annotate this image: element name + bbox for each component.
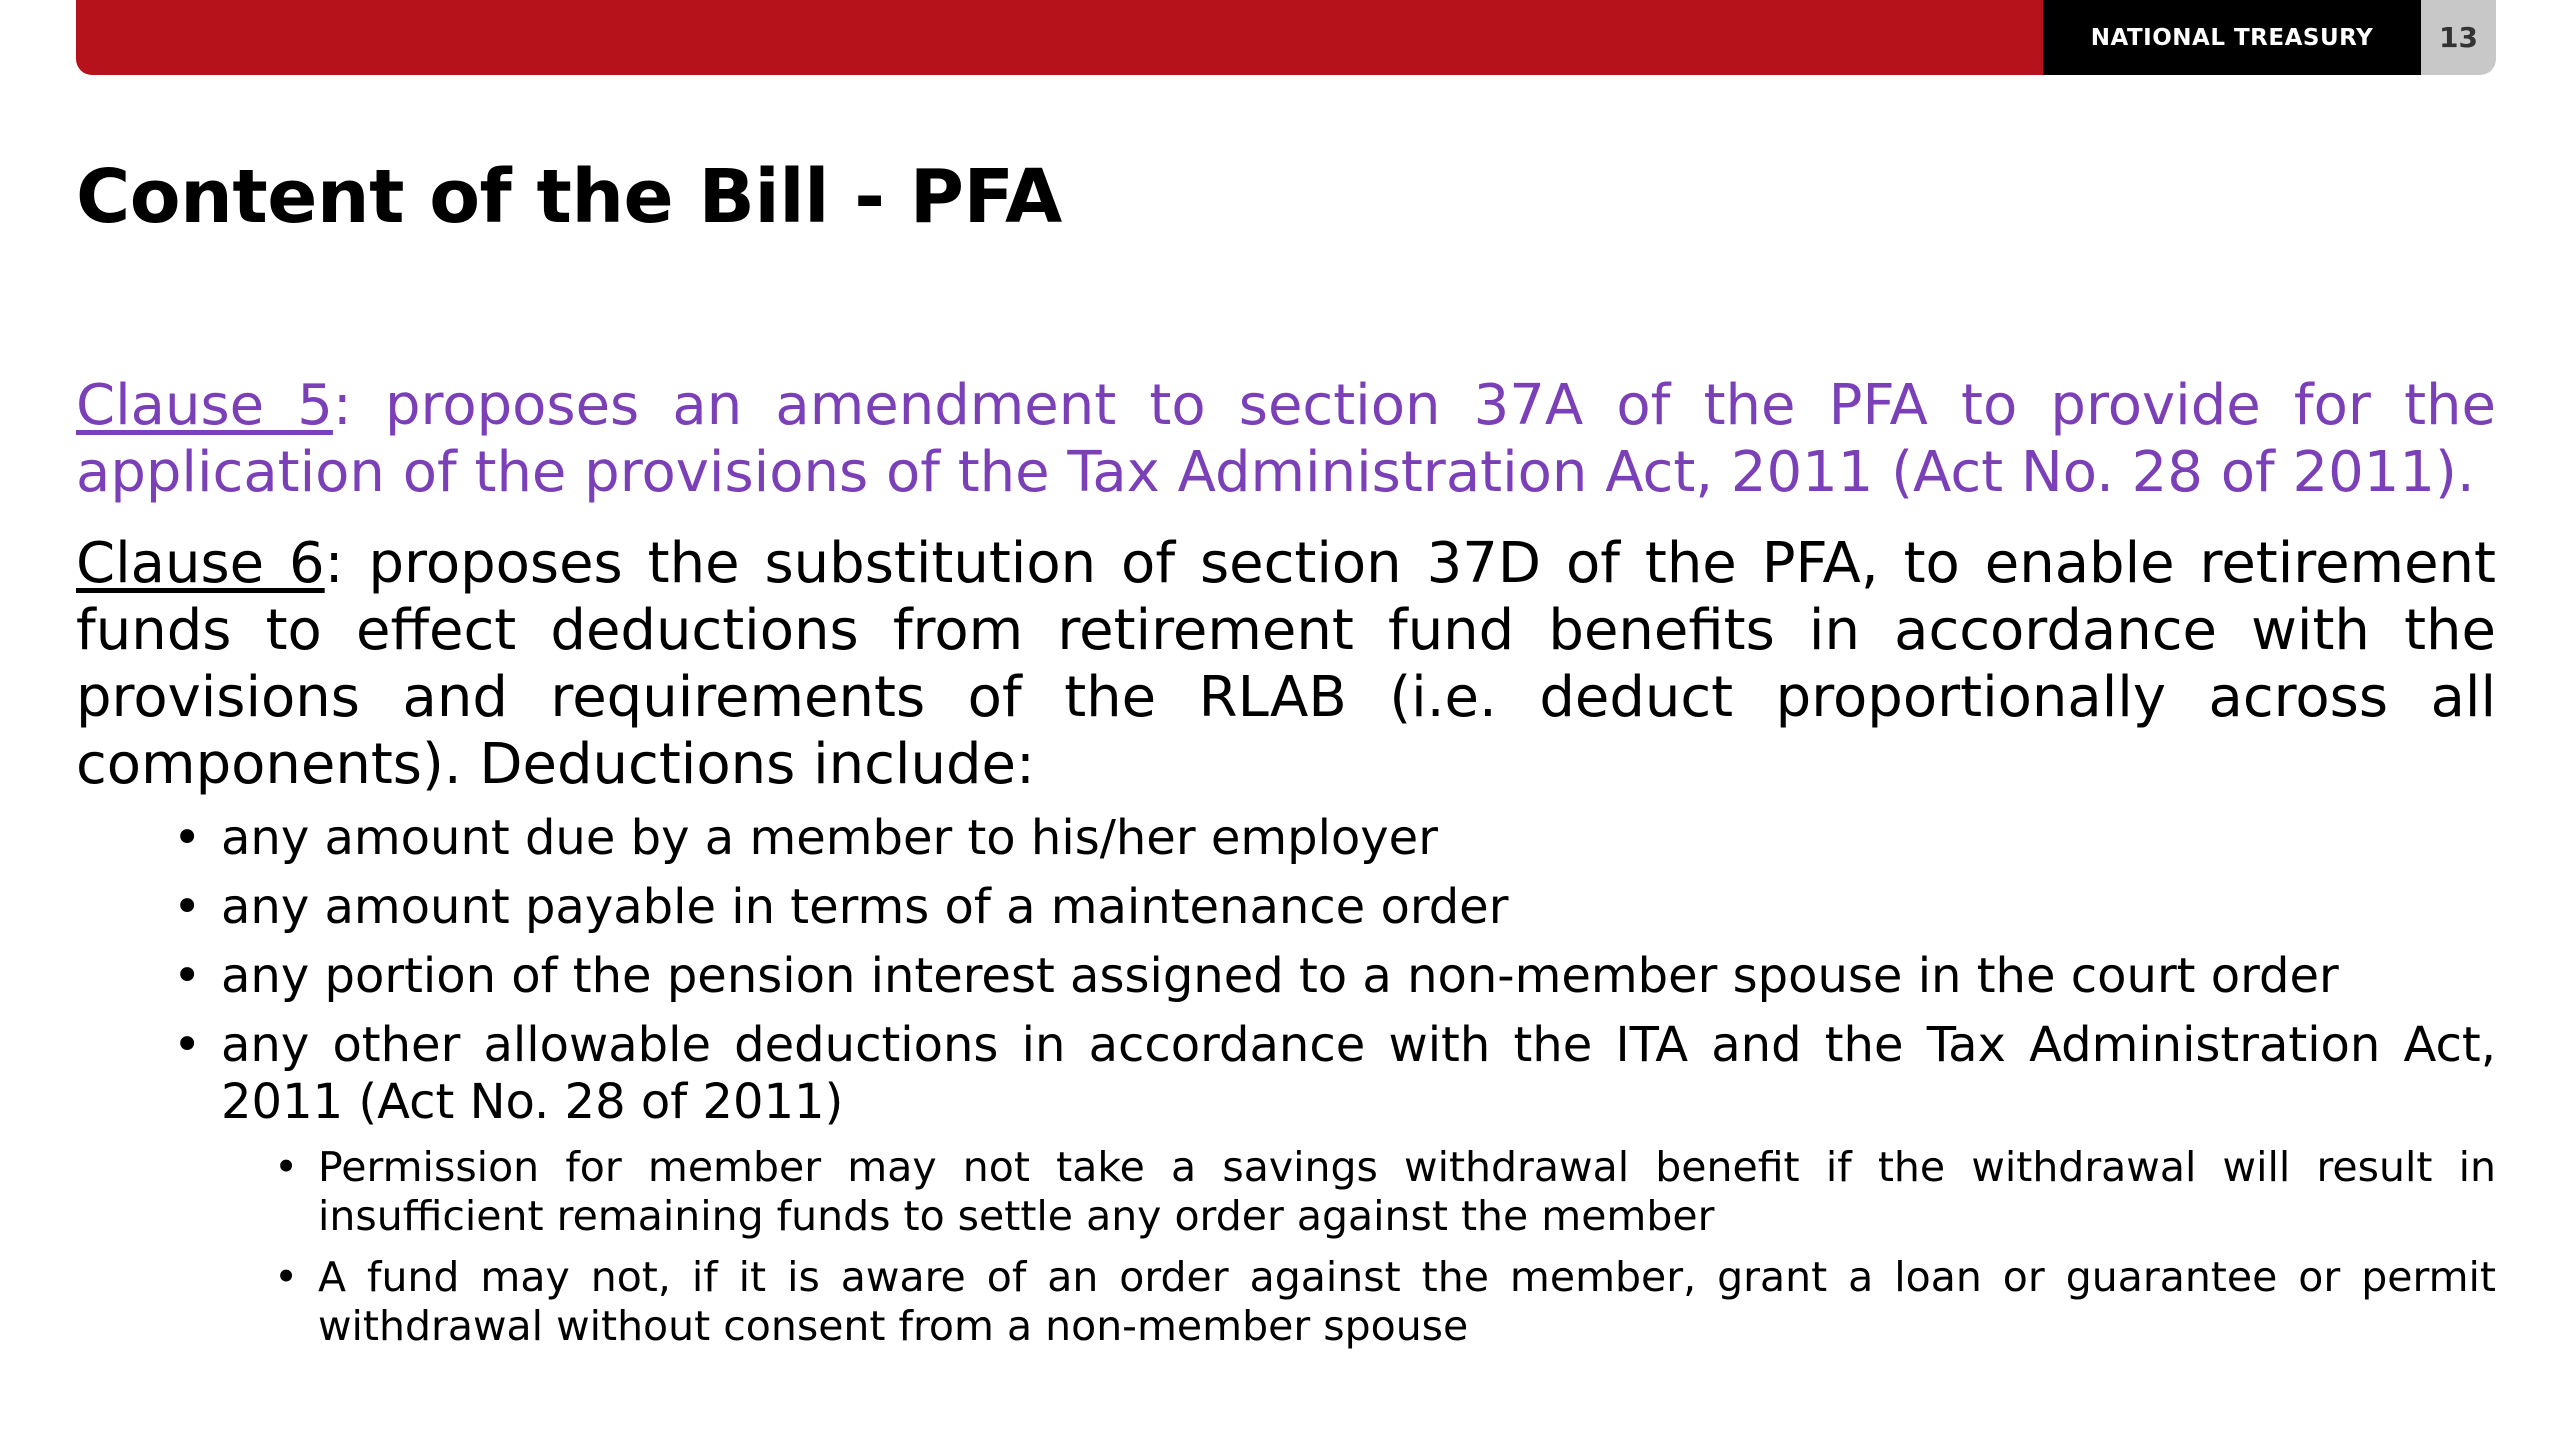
header-red-band [76,0,2043,75]
clause-5-paragraph [76,372,2496,506]
deductions-list [76,810,2496,1351]
page-number: 13 [2421,0,2496,75]
slide-content [76,372,2496,1351]
clause-6-label: Clause 6 [76,531,325,596]
page-title: Content of the Bill - PFA [76,154,1062,240]
list-item-text: any other allowable deductions in accordance with the ITA and the Tax Administration Act, 2011 (Act No. 28 of 2011) [221,1017,2496,1130]
brand-label: NATIONAL TREASURY [2043,0,2421,75]
list-item [221,1017,2496,1351]
list-item: • any portion of the pension interest assigned to a non-member spouse in the court order [221,948,2496,1005]
sub-points-list [221,1143,2496,1351]
header-bar [76,0,2496,75]
list-item: • any amount due by a member to his/her employer [221,810,2496,867]
sub-list-item: • Permission for member may not take a savings withdrawal benefit if the withdrawal will result in insufficient remaining funds to settle any order against the member [318,1143,2496,1241]
sub-list-item: • A fund may not, if it is aware of an order against the member, grant a loan or guarantee or permit withdrawal without consent from a non-member spouse [318,1253,2496,1351]
clause-6-text: : proposes the substitution of section 37D of the PFA, to enable retirement funds to effect deductions from retirement fund benefits in accordance with the provisions and requirements of the RLAB (i.e. deduct proportionally across all components). Deductions include: [76,531,2496,797]
clause-6-paragraph [76,530,2496,798]
clause-5-text: : proposes an amendment to section 37A of the PFA to provide for the application of the provisions of the Tax Administration Act, 2011 (Act No. 28 of 2011). [76,373,2496,505]
clause-5-label: Clause 5 [76,373,333,438]
list-item: • any amount payable in terms of a maintenance order [221,879,2496,936]
